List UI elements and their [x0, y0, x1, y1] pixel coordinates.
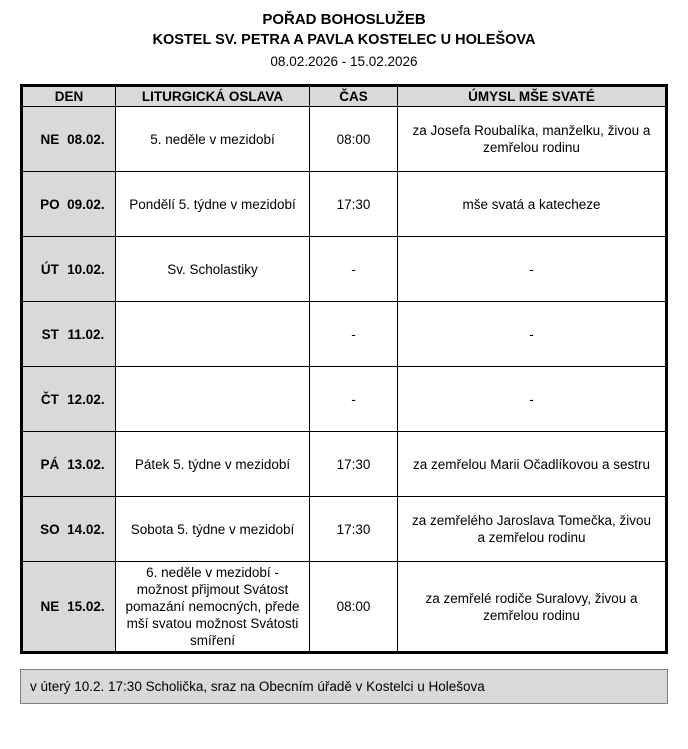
day-date: 12.02. [67, 391, 105, 407]
intention-cell: za Josefa Roubalíka, manželku, živou a zemřelou rodinu [398, 107, 667, 172]
day-date: 08.02. [67, 131, 105, 147]
intention-cell: - [398, 367, 667, 432]
schedule-body [22, 107, 667, 653]
schedule-table [20, 84, 668, 654]
celebration-cell: Pondělí 5. týdne v mezidobí [116, 172, 310, 237]
day-cell [22, 302, 116, 367]
table-row [22, 562, 667, 653]
footer-note [20, 669, 668, 704]
document-header [20, 10, 668, 72]
day-abbreviation: ST [41, 326, 59, 342]
day-cell [22, 107, 116, 172]
celebration-cell: 5. neděle v mezidobí [116, 107, 310, 172]
celebration-cell: 6. neděle v mezidobí - možnost přijmout Svátost pomazání nemocných, přede mší svatou možnost Svátosti smíření [116, 562, 310, 653]
day-abbreviation: PO [40, 196, 60, 212]
day-cell [22, 497, 116, 562]
time-cell: 17:30 [310, 432, 398, 497]
header-row [22, 86, 667, 107]
intention-cell: za zemřelé rodiče Suralovy, živou a zemřelou rodinu [398, 562, 667, 653]
celebration-cell [116, 302, 310, 367]
intention-cell: mše svatá a katecheze [398, 172, 667, 237]
day-date: 14.02. [67, 521, 105, 537]
day-date: 15.02. [67, 599, 105, 614]
day-date: 10.02. [67, 261, 105, 277]
table-row [22, 367, 667, 432]
time-cell: 17:30 [310, 497, 398, 562]
celebration-cell [116, 367, 310, 432]
day-abbreviation: NE [40, 599, 60, 614]
day-cell [22, 367, 116, 432]
day-abbreviation: ÚT [40, 261, 59, 277]
day-abbreviation: ČT [40, 391, 59, 407]
column-header-liturgicka-oslava: LITURGICKÁ OSLAVA [116, 86, 310, 107]
time-cell: 17:30 [310, 172, 398, 237]
day-date: 11.02. [67, 326, 105, 342]
table-row [22, 302, 667, 367]
day-date: 09.02. [67, 196, 105, 212]
celebration-cell: Sobota 5. týdne v mezidobí [116, 497, 310, 562]
time-cell: 08:00 [310, 562, 398, 653]
celebration-cell: Sv. Scholastiky [116, 237, 310, 302]
schedule-table-header [22, 86, 667, 107]
intention-cell: za zemřelou Marii Očadlíkovou a sestru [398, 432, 667, 497]
time-cell: 08:00 [310, 107, 398, 172]
day-cell [22, 237, 116, 302]
day-abbreviation: SO [40, 521, 60, 537]
column-header-umysl-mse-svate: ÚMYSL MŠE SVATÉ [398, 86, 667, 107]
table-row [22, 172, 667, 237]
day-cell [22, 432, 116, 497]
footer-note-text: v úterý 10.2. 17:30 Scholička, sraz na Obecním úřadě v Kostelci u Holešova [30, 679, 485, 694]
table-row [22, 497, 667, 562]
day-cell [22, 172, 116, 237]
day-abbreviation: NE [40, 131, 60, 147]
day-date: 13.02. [67, 456, 105, 472]
column-header-den: DEN [22, 86, 116, 107]
celebration-cell: Pátek 5. týdne v mezidobí [116, 432, 310, 497]
time-cell: - [310, 367, 398, 432]
date-range: 08.02.2026 - 15.02.2026 [270, 54, 418, 69]
table-row [22, 237, 667, 302]
table-row [22, 432, 667, 497]
table-row [22, 107, 667, 172]
time-cell: - [310, 302, 398, 367]
document-title: POŘAD BOHOSLUŽEB [262, 11, 426, 28]
intention-cell: za zemřelého Jaroslava Tomečka, živou a zemřelou rodinu [398, 497, 667, 562]
intention-cell: - [398, 237, 667, 302]
column-header-cas: ČAS [310, 86, 398, 107]
intention-cell: - [398, 302, 667, 367]
time-cell: - [310, 237, 398, 302]
church-name: KOSTEL SV. PETRA A PAVLA KOSTELEC U HOLEŠOVA [152, 32, 536, 48]
day-abbreviation: PÁ [40, 456, 60, 472]
day-cell [22, 562, 116, 653]
